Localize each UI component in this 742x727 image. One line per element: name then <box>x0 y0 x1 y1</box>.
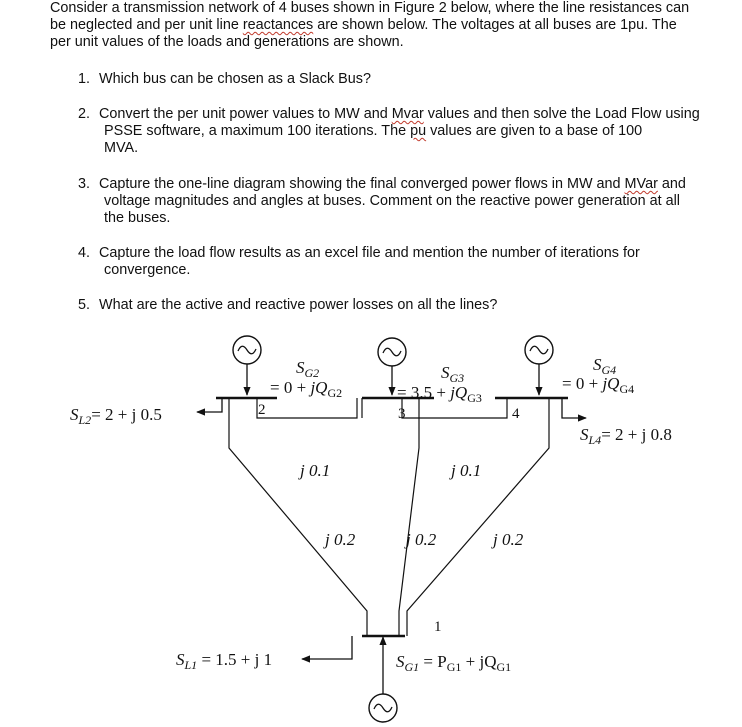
transmission-lines <box>229 398 549 636</box>
question-text: convergence. <box>104 262 191 278</box>
label-sg1: $S_{G1} = P_{G1} + jQ_{G1}$ <box>396 652 512 674</box>
question-text: MVA. <box>104 140 139 156</box>
load-4-arrow <box>562 398 586 418</box>
label-sg2-value: = $0 + jQ_{G2}$ <box>270 378 343 400</box>
sine-wave-icon <box>238 346 256 354</box>
line-4-1-reactance: j 0.2 <box>493 530 524 549</box>
label-sg4-value: = $0 + jQ_{G4}$ <box>562 374 635 396</box>
line-2-3 <box>257 398 357 418</box>
question-number: 5. <box>78 297 91 313</box>
line-2-3-reactance: j 0.1 <box>300 461 331 480</box>
question-number: 3. <box>78 176 91 192</box>
load-2-arrow <box>197 398 222 412</box>
question-text: the buses. <box>104 210 171 226</box>
question-number: 4. <box>78 245 91 261</box>
question-text: values and then solve the Load Flow using <box>423 106 700 122</box>
word-mvar: MVar <box>624 176 658 192</box>
label-sg3: $S_{G3}$ <box>441 363 465 385</box>
question-text: voltage magnitudes and angles at buses. Comment on the reactive power generation at all <box>104 193 680 209</box>
bus-1-label: 1 <box>434 619 442 635</box>
question-text: Which bus can be chosen as a Slack Bus? <box>99 71 371 87</box>
sine-wave-icon <box>530 346 548 354</box>
question-text: Convert the per unit power values to MW and <box>99 106 392 122</box>
sine-wave-icon <box>383 348 401 356</box>
diagram-labels <box>70 355 672 674</box>
word-mvar: Mvar <box>391 106 424 122</box>
question-text: Capture the load flow results as an excel file and mention the number of iterations for <box>99 245 640 261</box>
label-sg2: $S_{G2}$ <box>296 358 320 380</box>
intro-word-reactances: reactances <box>242 17 314 33</box>
question-text: and <box>657 176 686 192</box>
label-sg4: $S_{G4}$ <box>593 355 617 377</box>
intro-line-2b: are shown below. The voltages at all buses are 1pu. The <box>313 17 677 33</box>
bus-2-label: 2 <box>258 402 266 418</box>
generator-1 <box>369 664 397 722</box>
line-3-1-reactance: j 0.2 <box>406 530 437 549</box>
label-sl1: $S_{L1} = 1.5 + j$ 1 <box>176 650 273 672</box>
word-pu: pu <box>410 123 427 139</box>
bus-4-label: 4 <box>512 406 520 422</box>
sine-wave-icon <box>374 704 392 712</box>
line-4-1 <box>407 398 549 636</box>
generator-2 <box>233 336 261 395</box>
line-3-4-reactance: j 0.1 <box>451 461 482 480</box>
line-2-1-reactance: j 0.2 <box>325 530 356 549</box>
label-sg3-value: = $3.5 + jQ_{G3}$ <box>397 383 482 405</box>
load-1 <box>302 636 352 659</box>
generator-4 <box>525 336 553 395</box>
intro-line-3: per unit values of the loads and generations are shown. <box>50 34 404 50</box>
line-2-1 <box>229 398 367 636</box>
intro-line-2a: be neglected and per unit line <box>50 17 243 33</box>
label-sl2: $S_{L2}= 2 + j$ 0.5 <box>70 405 162 427</box>
question-number: 2. <box>78 106 91 122</box>
label-sl4: $S_{L4}= 2 + j$ 0.8 <box>580 425 672 447</box>
load-1-arrow <box>302 636 352 659</box>
question-text: PSSE software, a maximum 100 iterations. The <box>104 123 411 139</box>
load-2 <box>197 398 222 412</box>
question-text: Capture the one-line diagram showing the final converged power flows in MW and <box>99 176 625 192</box>
question-text: values are given to a base of 100 <box>426 123 643 139</box>
load-4 <box>562 398 586 418</box>
question-text: What are the active and reactive power losses on all the lines? <box>99 297 498 313</box>
question-number: 1. <box>78 71 91 87</box>
bus-3-label: 3 <box>398 406 406 422</box>
intro-line-1: Consider a transmission network of 4 buses shown in Figure 2 below, where the line resistances can <box>50 0 690 16</box>
